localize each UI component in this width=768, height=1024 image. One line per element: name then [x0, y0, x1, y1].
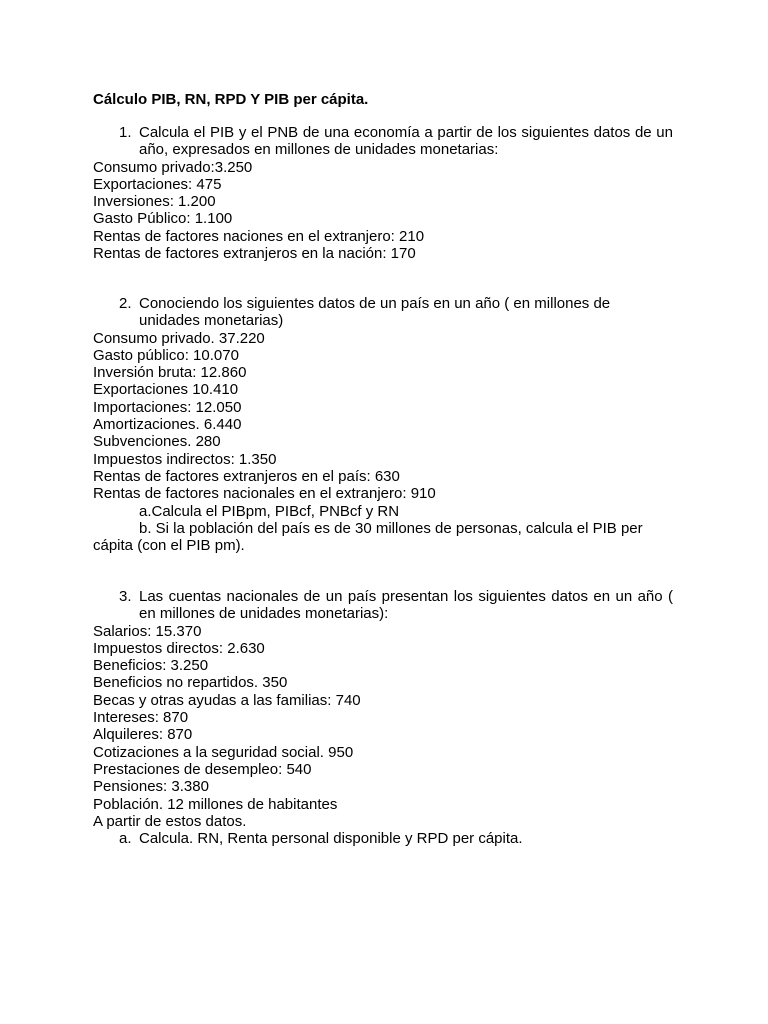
q2-sub-question-a: a.Calcula el PIBpm, PIBcf, PNBcf y RN	[139, 502, 400, 520]
question-1	[93, 124, 673, 262]
q3-item: Cotizaciones a la seguridad social. 950	[93, 743, 354, 761]
q2-sub-question-b: b. Si la población del país es de 30 millones de personas, calcula el PIB per cápita (con el PIB pm).	[93, 519, 643, 555]
q1-item: Exportaciones: 475	[93, 175, 222, 193]
question-3-text: Las cuentas nacionales de un país presentan los siguientes datos en un año ( en millones de unidades monetarias):	[139, 588, 673, 623]
q3-sub-question-a-letter: a.	[119, 830, 132, 848]
q3-item: Prestaciones de desempleo: 540	[93, 760, 312, 778]
q2-item: Gasto público: 10.070	[93, 346, 239, 364]
q2-item: Impuestos indirectos: 1.350	[93, 450, 277, 468]
q1-item: Gasto Público: 1.100	[93, 210, 233, 228]
q3-item: Intereses: 870	[93, 709, 189, 727]
q2-item: Rentas de factores extranjeros en el país: 630	[93, 467, 400, 485]
q2-item: Rentas de factores nacionales en el extranjero: 910	[93, 485, 436, 503]
q2-item: Inversión bruta: 12.860	[93, 364, 247, 382]
question-2-text: Conociendo los siguientes datos de un país en un año ( en millones de unidades monetarias)	[139, 295, 611, 330]
question-2	[93, 295, 673, 554]
question-3	[93, 588, 673, 847]
question-1-text: Calcula el PIB y el PNB de una economía a partir de los siguientes datos de un año, expresados en millones de unidades monetarias:	[139, 124, 673, 159]
q1-item: Rentas de factores naciones en el extranjero: 210	[93, 227, 425, 245]
q3-item: Alquileres: 870	[93, 726, 193, 744]
q3-sub-question-a	[93, 830, 673, 847]
q2-item: Amortizaciones. 6.440	[93, 416, 242, 434]
question-3-number: 3.	[119, 588, 132, 605]
document-title: Cálculo PIB, RN, RPD Y PIB per cápita.	[93, 91, 369, 108]
question-2-number: 2.	[119, 295, 132, 312]
q2-item: Subvenciones. 280	[93, 433, 221, 451]
q3-item: A partir de estos datos.	[93, 812, 247, 830]
question-2-heading	[93, 295, 673, 330]
q3-item: Pensiones: 3.380	[93, 778, 209, 796]
question-3-heading	[93, 588, 673, 623]
q3-item: Becas y otras ayudas a las familias: 740	[93, 691, 361, 709]
question-1-number: 1.	[119, 124, 132, 141]
q2-item: Exportaciones 10.410	[93, 381, 239, 399]
q2-item: Importaciones: 12.050	[93, 398, 242, 416]
q1-item: Rentas de factores extranjeros en la nación: 170	[93, 245, 416, 263]
q3-item: Beneficios: 3.250	[93, 657, 209, 675]
q2-item: Consumo privado. 37.220	[93, 329, 265, 347]
q3-item: Impuestos directos: 2.630	[93, 639, 265, 657]
q1-item: Consumo privado:3.250	[93, 158, 253, 176]
q3-item: Población. 12 millones de habitantes	[93, 795, 338, 813]
q3-sub-question-a-text: Calcula. RN, Renta personal disponible y RPD per cápita.	[139, 830, 523, 848]
question-1-heading	[93, 124, 673, 159]
q3-item: Beneficios no repartidos. 350	[93, 674, 288, 692]
q3-item: Salarios: 15.370	[93, 622, 202, 640]
q1-item: Inversiones: 1.200	[93, 193, 216, 211]
